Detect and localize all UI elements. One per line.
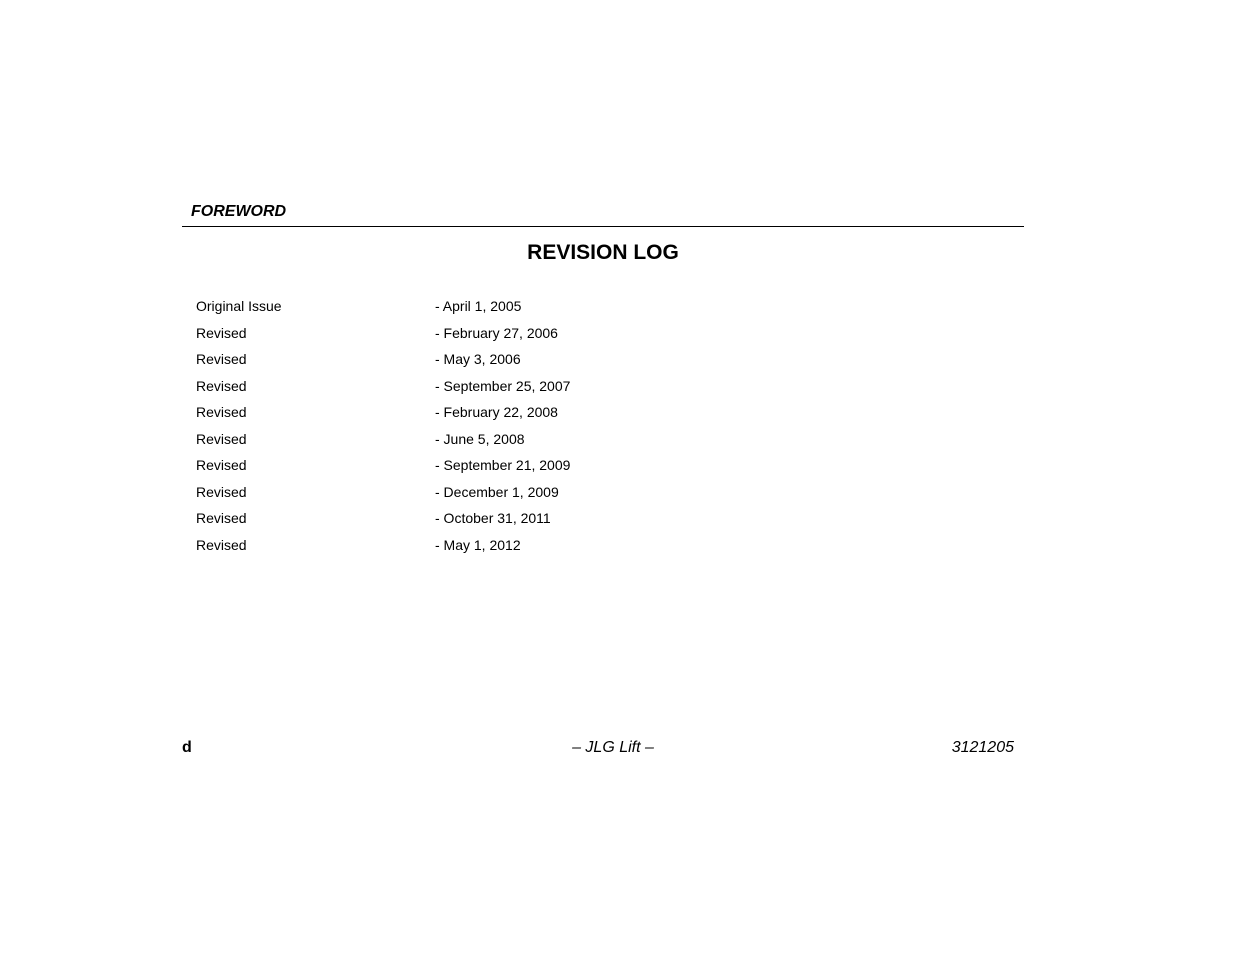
revision-date: - October 31, 2011 — [435, 510, 551, 526]
document-number: 3121205 — [951, 739, 1014, 756]
revision-label: Revised — [196, 536, 247, 553]
revision-row — [196, 349, 616, 376]
section-label: FOREWORD — [191, 203, 287, 220]
revision-row — [196, 535, 616, 562]
revision-label: Revised — [196, 324, 247, 341]
revision-label: Original Issue — [196, 298, 282, 314]
revision-date: - May 1, 2012 — [435, 536, 521, 553]
revision-row — [196, 376, 616, 403]
revision-label: Revised — [196, 510, 247, 526]
revision-row — [196, 296, 616, 323]
revision-date: - December 1, 2009 — [435, 483, 559, 500]
revision-label: Revised — [196, 404, 247, 420]
revision-label: Revised — [196, 483, 247, 500]
header-rule — [182, 226, 1024, 227]
revision-date: - May 3, 2006 — [435, 351, 521, 367]
revision-date: - September 25, 2007 — [435, 377, 571, 394]
revision-date: - June 5, 2008 — [435, 430, 525, 447]
page-title: REVISION LOG — [527, 241, 679, 264]
revision-date: - September 21, 2009 — [435, 457, 571, 473]
revision-row — [196, 482, 616, 509]
revision-row — [196, 402, 616, 429]
revision-date: - April 1, 2005 — [435, 298, 522, 314]
revision-label: Revised — [196, 351, 247, 367]
revision-label: Revised — [196, 457, 247, 473]
revision-row — [196, 455, 616, 482]
revision-label: Revised — [196, 430, 247, 447]
revision-date: - February 22, 2008 — [435, 404, 558, 420]
revision-row — [196, 323, 616, 350]
footer-title: – JLG Lift – — [572, 739, 654, 756]
revision-row — [196, 429, 616, 456]
page-number: d — [182, 739, 192, 756]
revision-label: Revised — [196, 377, 247, 394]
revision-log — [196, 296, 616, 561]
revision-date: - February 27, 2006 — [435, 324, 558, 341]
revision-row — [196, 508, 616, 535]
